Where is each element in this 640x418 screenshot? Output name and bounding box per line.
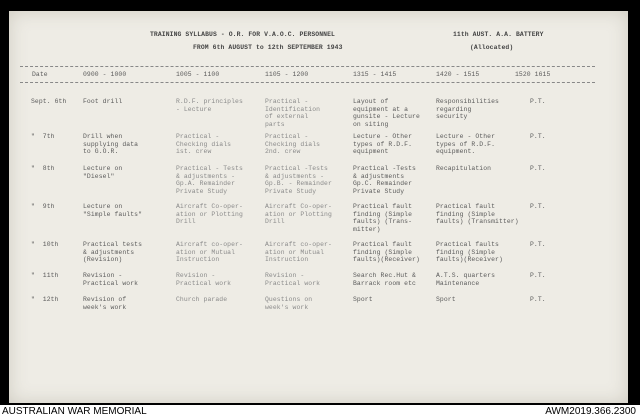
unit-name: 11th AUST. A.A. BATTERY (453, 31, 544, 38)
column-header: 1315 - 1415 (353, 71, 397, 78)
schedule-cell: Questions on week's work (265, 296, 313, 311)
header-rule-bottom (20, 82, 595, 83)
schedule-cell: Revision - Practical work (265, 272, 321, 287)
row-date: " 8th (31, 165, 55, 172)
row-date: " 9th (31, 203, 55, 210)
row-date: " 12th (31, 296, 59, 303)
schedule-cell: Responsibilities regarding security (436, 98, 499, 121)
schedule-cell: Practical faults finding (Simple faults)(Receiver) (436, 241, 503, 264)
schedule-cell: Practical fault finding (Simple faults)(Receiver) (353, 241, 420, 264)
schedule-cell: P.T. (530, 98, 546, 105)
schedule-cell: P.T. (530, 272, 546, 279)
schedule-cell: Layout of equipment at a gunsite - Lecture on siting (353, 98, 420, 128)
schedule-cell: Lecture on "Diesel" (83, 165, 123, 180)
column-header: 1420 - 1515 (436, 71, 480, 78)
row-date: Sept. 6th (31, 98, 67, 105)
schedule-cell: Practical tests & adjustments (Revision) (83, 241, 143, 264)
schedule-cell: Practical - Tests & adjustments - Gp.A. Remainder Private Study (176, 165, 243, 195)
header-rule-top (20, 66, 595, 67)
schedule-cell: Practical - Identification of external parts (265, 98, 321, 128)
schedule-cell: Revision - Practical work (83, 272, 139, 287)
schedule-cell: Recapitulation (436, 165, 492, 172)
schedule-cell: Sport (436, 296, 456, 303)
row-date: " 10th (31, 241, 59, 248)
schedule-cell: Aircraft co-oper- ation or Mutual Instruction (176, 241, 243, 264)
appendix-note: (Allocated) (470, 44, 514, 51)
schedule-cell: Aircraft co-oper- ation or Mutual Instruction (265, 241, 332, 264)
schedule-cell: Aircraft Co-oper- ation or Plotting Drill (176, 203, 243, 226)
schedule-cell: P.T. (530, 296, 546, 303)
row-date: " 11th (31, 272, 59, 279)
schedule-cell: A.T.S. quarters Maintenance (436, 272, 496, 287)
column-header: 0900 - 1000 (83, 71, 127, 78)
schedule-cell: Lecture on "Simple faults" (83, 203, 143, 218)
schedule-cell: R.D.F. principles - Lecture (176, 98, 243, 113)
schedule-cell: Practical -Tests & adjustments - Gp.B. - Remainder Private Study (265, 165, 332, 195)
row-date: " 7th (31, 133, 55, 140)
schedule-cell: Drill when supplying data to G.O.R. (83, 133, 139, 156)
footer-bar (0, 405, 640, 418)
schedule-cell: Practical - Checking dials 2nd. crew (265, 133, 321, 156)
schedule-cell: Revision - Practical work (176, 272, 232, 287)
schedule-cell: Church parade (176, 296, 228, 303)
schedule-cell: Practical - Checking dials ist. crew (176, 133, 232, 156)
schedule-cell: Practical fault finding (Simple faults) (Transmitter) (436, 203, 519, 226)
schedule-cell: P.T. (530, 203, 546, 210)
schedule-cell: Foot drill (83, 98, 123, 105)
syllabus-title: TRAINING SYLLABUS - O.R. FOR V.A.O.C. PERSONNEL (150, 31, 335, 38)
column-header: Date (32, 71, 48, 78)
schedule-cell: P.T. (530, 165, 546, 172)
archive-credit: AUSTRALIAN WAR MEMORIAL (2, 406, 147, 417)
syllabus-period: FROM 6th AUGUST to 12th SEPTEMBER 1943 (193, 44, 343, 51)
column-header: 1520 1615 (515, 71, 551, 78)
schedule-cell: P.T. (530, 241, 546, 248)
schedule-cell: Search Rec.Hut & Barrack room etc (353, 272, 416, 287)
schedule-cell: Practical fault finding (Simple faults) (Trans- mitter) (353, 203, 413, 233)
schedule-cell: P.T. (530, 133, 546, 140)
column-header: 1105 - 1200 (265, 71, 309, 78)
schedule-cell: Practical -Tests & adjustments Gp.C. Remainder Private Study (353, 165, 416, 195)
schedule-cell: Lecture - Other types of R.D.F. equipment (353, 133, 413, 156)
archive-reference: AWM2019.366.2300 (545, 406, 636, 417)
schedule-cell: Lecture - Other types of R.D.F. equipment. (436, 133, 496, 156)
column-header: 1005 - 1100 (176, 71, 220, 78)
schedule-cell: Revision of week's work (83, 296, 127, 311)
schedule-cell: Sport (353, 296, 373, 303)
schedule-cell: Aircraft Co-oper- ation or Plotting Drill (265, 203, 332, 226)
